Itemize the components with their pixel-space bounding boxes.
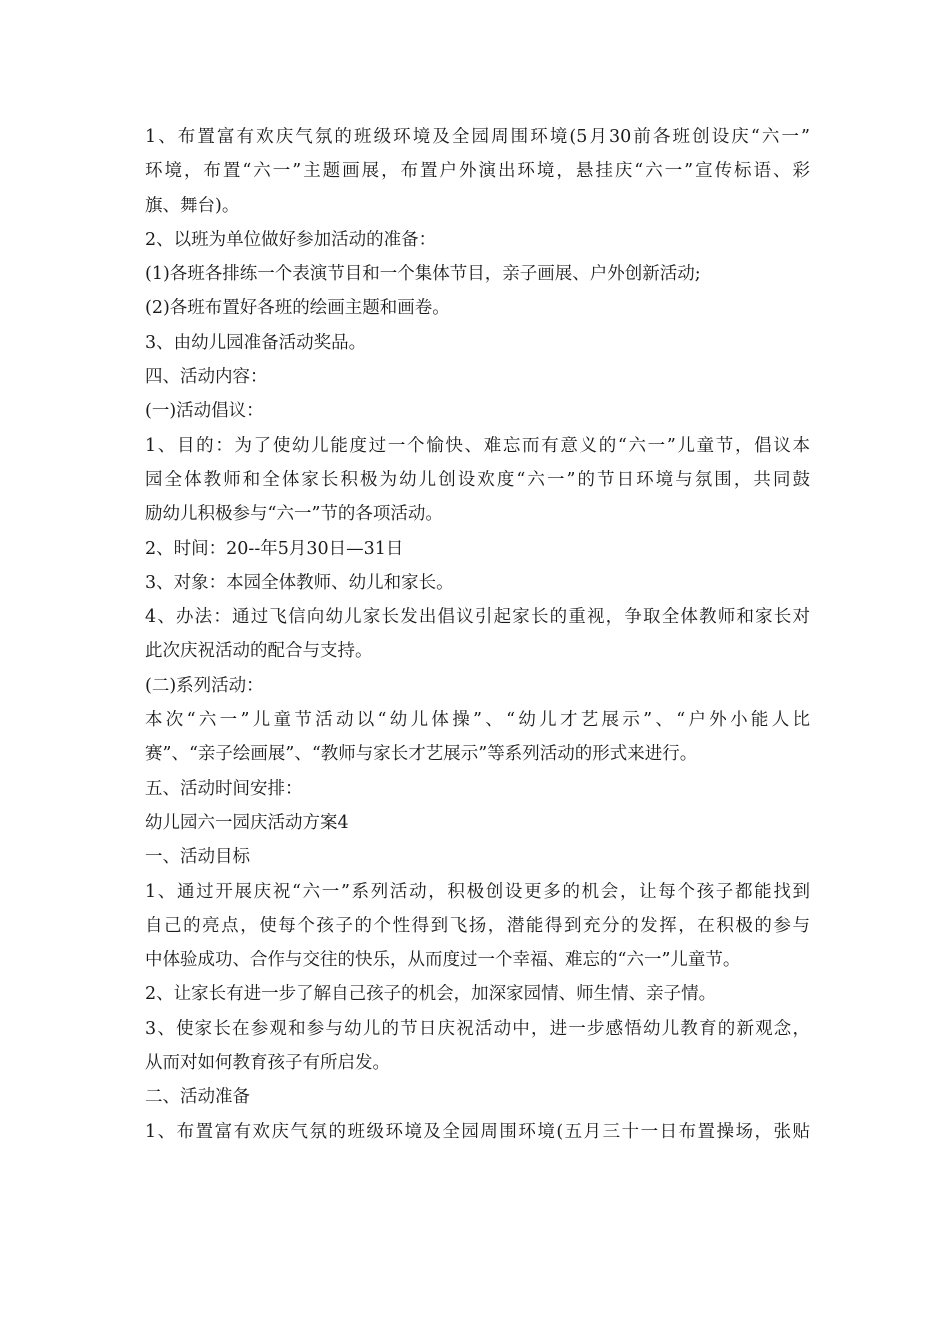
text-line: 2、时间：20--年5月30日—31日 <box>145 538 404 559</box>
text-line: 3、使家长在参观和参与幼儿的节日庆祝活动中，进一步感悟幼儿教育的新观念， <box>145 1018 810 1039</box>
text-line: 2、让家长有进一步了解自己孩子的机会，加深家园情、师生情、亲子情。 <box>145 984 717 1005</box>
text-line: (一)活动倡议： <box>145 401 264 422</box>
text-line: (2)各班布置好各班的绘画主题和画卷。 <box>145 298 450 319</box>
text-line: 四、活动内容： <box>145 367 268 388</box>
text-line: 本次“六一”儿童节活动以“幼儿体操”、“幼儿才艺展示”、“户外小能人比 <box>145 710 810 731</box>
text-line: 五、活动时间安排： <box>145 778 303 799</box>
text-line: 2、以班为单位做好参加活动的准备： <box>145 229 437 250</box>
text-line: 励幼儿积极参与“六一”节的各项活动。 <box>145 504 443 525</box>
text-line: 此次庆祝活动的配合与支持。 <box>145 641 373 662</box>
text-line: (二)系列活动： <box>145 675 264 696</box>
text-line: 园全体教师和全体家长积极为幼儿创设欢度“六一”的节日环境与氛围，共同鼓 <box>145 469 810 490</box>
text-line: 1、通过开展庆祝“六一”系列活动，积极创设更多的机会，让每个孩子都能找到 <box>145 881 810 902</box>
text-line: 一、活动目标 <box>145 847 250 868</box>
text-line: 环境，布置“六一”主题画展，布置户外演出环境，悬挂庆“六一”宣传标语、彩 <box>145 161 810 182</box>
text-line: 1、布置富有欢庆气氛的班级环境及全园周围环境(5月30前各班创设庆“六一” <box>145 127 810 147</box>
text-line: 1、目的：为了使幼儿能度过一个愉快、难忘而有意义的“六一”儿童节，倡议本 <box>145 435 810 456</box>
text-line: 旗、舞台)。 <box>145 195 240 216</box>
text-line: 3、由幼儿园准备活动奖品。 <box>145 332 367 353</box>
text-line: 1、布置富有欢庆气氛的班级环境及全园周围环境(五月三十一日布置操场，张贴 <box>145 1121 810 1142</box>
text-line: 赛”、“亲子绘画展”、“教师与家长才艺展示”等系列活动的形式来进行。 <box>145 744 698 765</box>
text-line: 4、办法：通过飞信向幼儿家长发出倡议引起家长的重视，争取全体教师和家长对 <box>145 607 810 628</box>
text-line: 3、对象：本园全体教师、幼儿和家长。 <box>145 572 454 593</box>
text-line: 二、活动准备 <box>145 1087 250 1108</box>
text-line: 自己的亮点，使每个孩子的个性得到飞扬，潜能得到充分的发挥，在积极的参与 <box>145 915 810 936</box>
text-line: (1)各班各排练一个表演节目和一个集体节目，亲子画展、户外创新活动; <box>145 264 701 285</box>
text-line: 幼儿园六一园庆活动方案4 <box>145 812 349 833</box>
document-body <box>145 120 810 1149</box>
text-line: 从而对如何教育孩子有所启发。 <box>145 1053 390 1074</box>
text-line: 中体验成功、合作与交往的快乐，从而度过一个幸福、难忘的“六一”儿童节。 <box>145 950 741 971</box>
